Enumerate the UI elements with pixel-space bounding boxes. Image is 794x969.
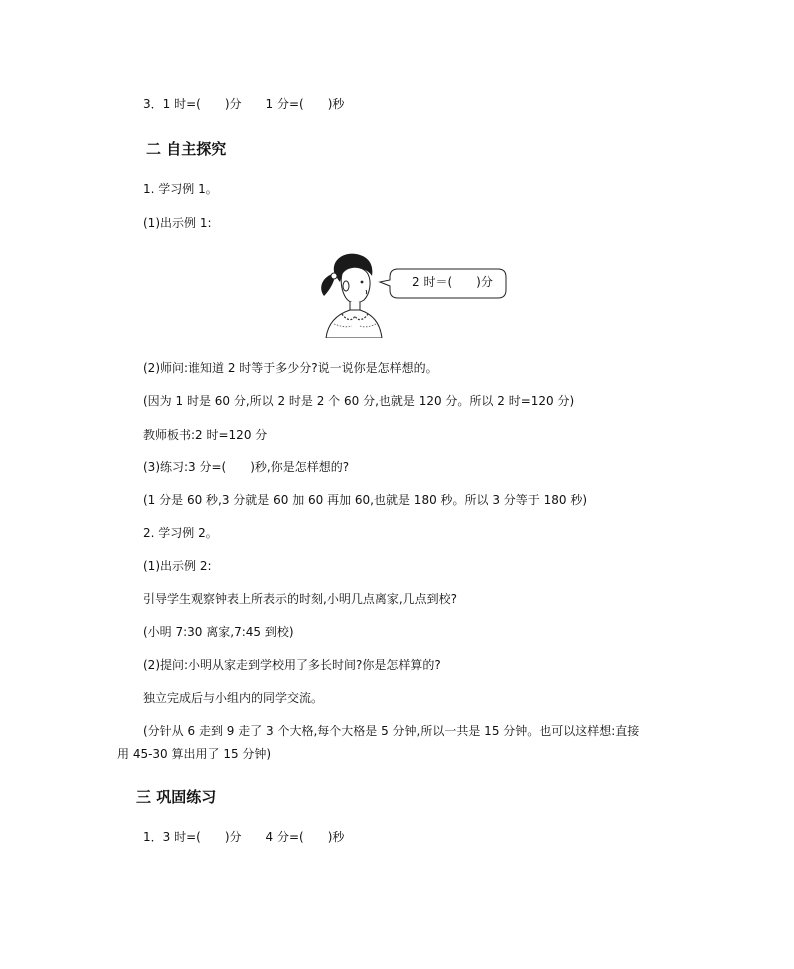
question-ask: (2)提问:小明从家走到学校用了多长时间?你是怎样算的? [143, 658, 441, 672]
discuss-line: 独立完成后与小组内的同学交流。 [143, 691, 324, 705]
section-heading-practice: 三 巩固练习 [136, 788, 217, 806]
girl-speech-figure [312, 252, 512, 338]
guide-line: 引导学生观察钟表上所表示的时刻,小明几点离家,几点到校? [143, 592, 458, 606]
example1-show: (1)出示例 1: [143, 216, 212, 230]
girl-illustration [312, 252, 512, 338]
example2-show: (1)出示例 2: [143, 559, 212, 573]
explain-line-2: 用 45-30 算出用了 15 分钟) [117, 747, 272, 761]
teacher-board: 教师板书:2 时=120 分 [143, 428, 268, 442]
intro-exercise-line: 3．1 时=( )分 1 分=( )秒 [143, 97, 345, 111]
example2-title: 2. 学习例 2。 [143, 526, 218, 540]
section-heading-explore: 二 自主探究 [146, 140, 227, 158]
speech-bubble-text: 2 时＝( )分 [412, 275, 493, 289]
explain-line-1: (分针从 6 走到 9 走了 3 个大格,每个大格是 5 分钟,所以一共是 15 分钟。也可以这样想:直接 [143, 724, 640, 738]
answer-time: (小明 7:30 离家,7:45 到校) [143, 625, 294, 639]
example1-title: 1. 学习例 1。 [143, 182, 218, 196]
question-2: (2)师问:谁知道 2 时等于多少分?说一说你是怎样想的。 [143, 361, 438, 375]
answer-2: (因为 1 时是 60 分,所以 2 时是 2 个 60 分,也就是 120 分。所以 2 时=120 分) [143, 394, 575, 408]
practice-3: (3)练习:3 分=( )秒,你是怎样想的? [143, 460, 350, 474]
practice-exercise-1: 1．3 时=( )分 4 分=( )秒 [143, 830, 345, 844]
answer-3: (1 分是 60 秒,3 分就是 60 加 60 再加 60,也就是 180 秒。所以 3 分等于 180 秒) [143, 493, 588, 507]
